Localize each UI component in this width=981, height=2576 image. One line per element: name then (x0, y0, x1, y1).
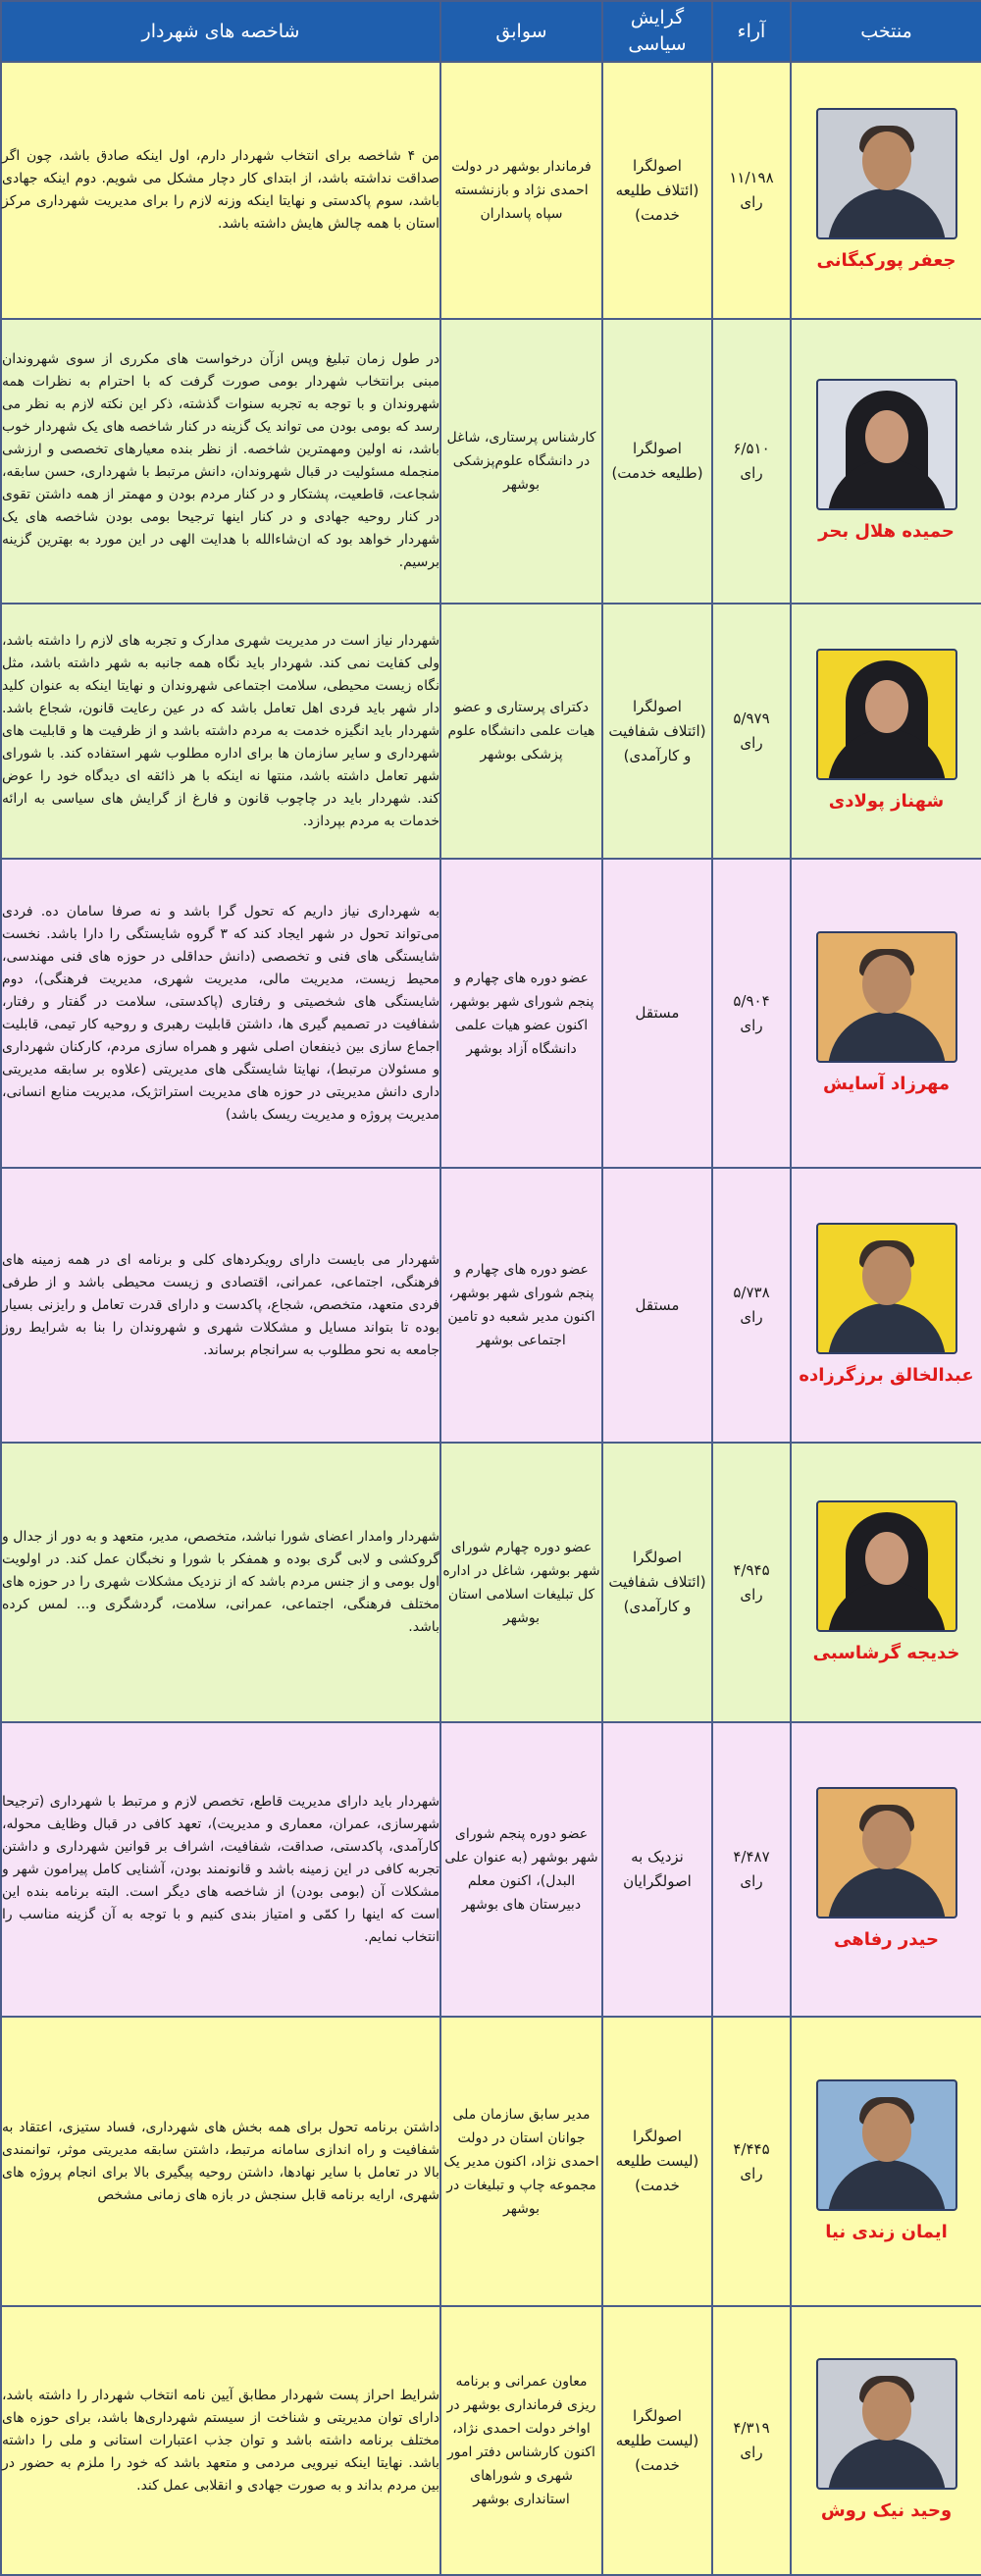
table-row (1, 2306, 981, 2575)
record-cell: دکترای پرستاری و عضو هیات علمی دانشگاه علوم پزشکی بوشهر (440, 604, 602, 859)
political-label: مستقل (635, 1295, 680, 1314)
political-cell (602, 1722, 712, 2017)
votes-unit: رای (740, 2444, 763, 2461)
votes-value: ۱۱/۱۹۸ (729, 169, 774, 186)
votes-cell (712, 62, 791, 319)
political-label: اصولگرا (633, 440, 682, 457)
record-cell: عضو دوره های چهارم و پنجم شورای شهر بوشهر، اکنون عضو هیات علمی دانشگاه آزاد بوشهر (440, 859, 602, 1168)
political-label: اصولگرا (633, 156, 682, 175)
candidate-name: حمیده هلال بحر (818, 521, 955, 542)
candidate-cell (791, 1443, 981, 1722)
table-row (1, 319, 981, 604)
table-row (1, 604, 981, 859)
votes-value: ۴/۹۴۵ (733, 1560, 770, 1579)
candidate-name: جعفر پورکبگانی (816, 250, 956, 271)
votes-value: ۵/۷۳۸ (733, 1284, 770, 1301)
candidate-photo (816, 649, 957, 780)
votes-unit: رای (740, 734, 763, 752)
votes-value: ۵/۹۷۹ (733, 710, 770, 727)
candidate-name: مهرزاد آسایش (822, 1073, 951, 1094)
votes-cell (712, 2017, 791, 2306)
candidate-name: عبدالخالق برزگرزاده (799, 1365, 974, 1386)
votes-cell (712, 319, 791, 604)
candidate-name: وحید نیک روش (820, 2500, 953, 2521)
votes-unit: رای (740, 193, 763, 211)
header-candidate: منتخب (791, 1, 981, 62)
indicators-cell: شهردار می بایست دارای رویکردهای کلی و برنامه ای در همه زمینه های فرهنگی، اجتماعی، عمرانی، اقتصادی و زیست محیطی باشد و از طرفی فردی متعهد، متخصص، شجاع، پاکدست و دارای قدرت تعامل و رایزنی بسیار بوده تا بتواند مسایل و مشکلات شهری و شهروندان را بنا به شرایط روز جامعه به نحو مطلوب به سرانجام برساند. (1, 1168, 440, 1443)
candidate-cell (791, 62, 981, 319)
record-cell: کارشناس پرستاری، شاغل در دانشگاه علوم‌پزشکی بوشهر (440, 319, 602, 604)
record-cell: مدیر سابق سازمان ملی جوانان استان در دولت احمدی نژاد، اکنون مدیر یک مجموعه چاپ و تبلیغات در بوشهر (440, 2017, 602, 2306)
candidate-photo (816, 2079, 957, 2211)
table-row (1, 1722, 981, 2017)
political-cell (602, 62, 712, 319)
votes-cell (712, 604, 791, 859)
political-list: (ائتلاف شفافیت و کارآمدی) (608, 1573, 706, 1615)
votes-unit: رای (740, 1308, 763, 1326)
votes-value: ۴/۴۴۵ (733, 2139, 770, 2158)
candidate-photo (816, 1787, 957, 1919)
table-row (1, 859, 981, 1168)
table-row (1, 1443, 981, 1722)
indicators-cell: من ۴ شاخصه برای انتخاب شهردار دارم، اول اینکه صادق باشد، چون اگر صداقت نداشته باشد، از ابتدای کار دچار مشکل می شویم. دوم اینکه جهادی باشد، سوم پاکدستی و نهایتا اینکه وزنه لازم را برای مدیریت شهرداری مرکز استان با همه چالش هایش داشته باشد. (1, 62, 440, 319)
votes-unit: رای (740, 1585, 763, 1603)
votes-unit: رای (740, 1016, 763, 1034)
candidate-photo (816, 931, 957, 1063)
political-cell (602, 859, 712, 1168)
record-cell: معاون عمرانی و برنامه ریزی فرمانداری بوشهر در اواخر دولت احمدی نژاد، اکنون کارشناس دفتر امور شهری و شوراهای استانداری بوشهر (440, 2306, 602, 2575)
indicators-cell: به شهرداری نیاز داریم که تحول گرا باشد و نه صرفا سامان ده. فردی می‌تواند تحول در شهر ایجاد کند که ۳ گروه شایستگی را دارا باشد. نخست شایستگی های فنی و تخصصی (دانش حداقلی در حوزه های فنی مهندسی، محیط زیست، مدیریت مالی، مدیریت شهری، مدیریت فرهنگی)، دوم شایستگی های شخصیتی و رفتاری (پاکدستی، سلامت در گفتار و رفتار، شفافیت در تصمیم گیری ها، داشتن قابلیت رهبری و روحیه کار تیمی، قابلیت اجماع سازی بین ذینفعان اصلی شهر و همراه سازی مردم، کارکنان شهرداری و مسئولان مرتبط)، نهایتا شایستگی های مدیریتی (علاوه بر سابقه مدیریتی داری دانش مدیریتی در حوزه های مدیریت استراتژیک، مدیریت منابع انسانی، مدیریت پروژه و مدیریت ریسک باشد) (1, 859, 440, 1168)
votes-cell (712, 859, 791, 1168)
political-list: (لیست طلیعه خدمت) (615, 2431, 699, 2474)
votes-unit: رای (740, 2164, 763, 2182)
candidate-photo (816, 1223, 957, 1354)
indicators-cell: شهردار وامدار اعضای شورا نباشد، متخصص، مدیر، متعهد و به دور از جدال و گروکشی و لابی گری بوده و همفکر با شورا و نخبگان عمل کند. در اولویت اول بومی و از جنس مردم باشد که از نزدیک مشکلات شهری را در حوزه های مختلف فرهنگی، اجتماعی، عمرانی، سلامت، گردشگری و... لمس کرده باشد. (1, 1443, 440, 1722)
candidate-cell (791, 319, 981, 604)
indicators-cell: شرایط احراز پست شهردار مطابق آیین نامه انتخاب شهردار را داشته باشد، دارای توان مدیریتی و شناخت از سیستم شهرداری‌ها باشد، برای حوزه های مختلف برنامه داشته باشد و توان جذب اعتبارات استانی و ملی را داشته باشد. نهایتا اینکه نیرویی مردمی و متعهد باشد که خود را ملزم به حضور در بین مردم بداند و به صورت جهادی و انقلابی عمل کند. (1, 2306, 440, 2575)
candidate-name: ایمان زندی نیا (825, 2221, 948, 2242)
table-header-row (1, 1, 981, 62)
political-cell (602, 604, 712, 859)
votes-unit: رای (740, 1872, 763, 1890)
political-label: اصولگرا (633, 2128, 682, 2145)
political-list: (ائتلاف شفافیت و کارآمدی) (608, 721, 706, 764)
political-label: اصولگرا (633, 2406, 682, 2425)
header-political: گرایش سیاسی (602, 1, 712, 62)
political-list: (ائتلاف طلیعه خدمت) (615, 181, 699, 224)
candidate-name: حیدر رفاهی (834, 1929, 939, 1950)
candidate-photo (816, 108, 957, 239)
record-cell: عضو دوره چهارم شورای شهر بوشهر، شاغل در اداره کل تبلیغات اسلامی استان بوشهر (440, 1443, 602, 1722)
political-label: مستقل (635, 1004, 680, 1022)
votes-value: ۵/۹۰۴ (733, 991, 770, 1010)
votes-value: ۶/۵۱۰ (733, 440, 770, 457)
header-votes: آراء (712, 1, 791, 62)
political-label: نزدیک به اصولگرایان (623, 1848, 692, 1890)
candidate-cell (791, 604, 981, 859)
political-label: اصولگرا (633, 1549, 682, 1566)
political-cell (602, 1168, 712, 1443)
votes-value: ۴/۴۸۷ (733, 1848, 770, 1866)
indicators-cell: شهردار باید دارای مدیریت قاطع، تخصص لازم و مرتبط با شهرداری (ترجیحا شهرسازی، عمران، معماری و مدیریت)، تعهد کافی در قبال وظایف محوله، کارآمدی، پاکدستی، صداقت، شفافیت، اشراف بر قوانین شهرداری و داشتن تجربه کافی در این زمینه باشد و قانونمند بودن، آشنایی کامل پیرامون شهر و مشکلات آن (بومی بودن) از شاخصه های دیگر است. البته برنامه بنده این است که اینها را کمّی و امتیاز بندی کنیم و با توجه به آن گزینه مناسب را انتخاب نمایم. (1, 1722, 440, 2017)
indicators-cell: در طول زمان تبلیغ وپس ازآن درخواست های مکرری از سوی شهروندان مبنی برانتخاب شهردار بومی صورت گرفت که با احترام به نظرات همه شهروندان و با توجه به تجربه سنوات گذشته، ذکر این نکته لازم به نظر می رسد که بومی بودن می تواند یک گزینه در کنار شاخصه های یک شهردار خوب باشد، نه اولین ومهمترین شاخصه. از نظر بنده معیارهای تخصصی و ارزشی منجمله مسئولیت در قبال شهروندان، دانش مرتبط با شهرداری، حسن سابقه، شجاعت، قاطعیت، پشتکار و در کنار مردم بودن و مهمتر از همه داشتن تقوی در کنار روحیه جهادی و در کنار اینها ترجیحا بومی بودن شاخصه های یک شهردار خواهد بود که ان‌شاءالله با هدایت الهی در این مورد به بهترین گزینه برسیم. (1, 319, 440, 604)
candidate-photo (816, 379, 957, 510)
political-cell (602, 2017, 712, 2306)
political-list: (طلیعه خدمت) (611, 464, 703, 482)
political-list: (لیست طلیعه خدمت) (615, 2152, 699, 2194)
header-indicators: شاخصه های شهردار (1, 1, 440, 62)
votes-cell (712, 1443, 791, 1722)
candidate-cell (791, 2017, 981, 2306)
candidate-cell (791, 2306, 981, 2575)
votes-cell (712, 2306, 791, 2575)
table-row (1, 1168, 981, 1443)
political-cell (602, 319, 712, 604)
political-cell (602, 2306, 712, 2575)
candidate-name: شهناز پولادی (828, 791, 945, 812)
political-cell (602, 1443, 712, 1722)
candidate-photo (816, 1500, 957, 1632)
header-record: سوابق (440, 1, 602, 62)
votes-unit: رای (740, 464, 763, 482)
votes-cell (712, 1168, 791, 1443)
indicators-cell: شهردار نیاز است در مدیریت شهری مدارک و تجربه های لازم را داشته باشد، ولی کفایت نمی کند. شهردار باید نگاه همه جانبه به شهر داشته باشد، مثل نگاه زیست محیطی، سلامت اجتماعی شهروندان و نهایتا اینکه به عنوان کلید دار شهر باید فردی اهل تعامل باشد که در عین رعایت قانون، شجاع باشد. شهردار باید انگیزه خدمت به مردم داشته باشد و از ظرفیت ها و قابلیت های شهرداری و سایر سازمان ها برای اداره مطلوب شهر استفاده کند. با شورای شهر تعامل داشته باشد، منتها نه اینکه با هر ذائقه ای دیدگاه خود را عوض کند. شهردار باید در چاچوب قانون و فارغ از گرایش های سیاسی به ارائه خدمات به مردم بپردازد. (1, 604, 440, 859)
candidate-cell (791, 859, 981, 1168)
record-cell: عضو دوره پنجم شورای شهر بوشهر (به عنوان علی البدل)، اکنون معلم دبیرستان های بوشهر (440, 1722, 602, 2017)
candidate-cell (791, 1722, 981, 2017)
indicators-cell: داشتن برنامه تحول برای همه بخش های شهرداری، فساد ستیزی، اعتقاد به شفافیت و راه اندازی سامانه مرتبط، داشتن سابقه مدیریتی موثر، توانمندی بالا در تعامل با سایر نهادها، داشتن روحیه پیگیری بالا برای انجام پروژه های شهری، ارایه برنامه قابل سنجش در بازه های زمانی مشخص (1, 2017, 440, 2306)
record-cell: فرماندار بوشهر در دولت احمدی نژاد و بازنشسته سپاه پاسداران (440, 62, 602, 319)
candidate-photo (816, 2358, 957, 2490)
votes-value: ۴/۳۱۹ (733, 2419, 770, 2437)
table-row (1, 62, 981, 319)
record-cell: عضو دوره های چهارم و پنجم شورای شهر بوشهر، اکنون مدیر شعبه دو تامین اجتماعی بوشهر (440, 1168, 602, 1443)
political-label: اصولگرا (633, 697, 682, 715)
candidate-name: خدیجه گرشاسبی (812, 1642, 960, 1663)
votes-cell (712, 1722, 791, 2017)
candidate-cell (791, 1168, 981, 1443)
table-row (1, 2017, 981, 2306)
